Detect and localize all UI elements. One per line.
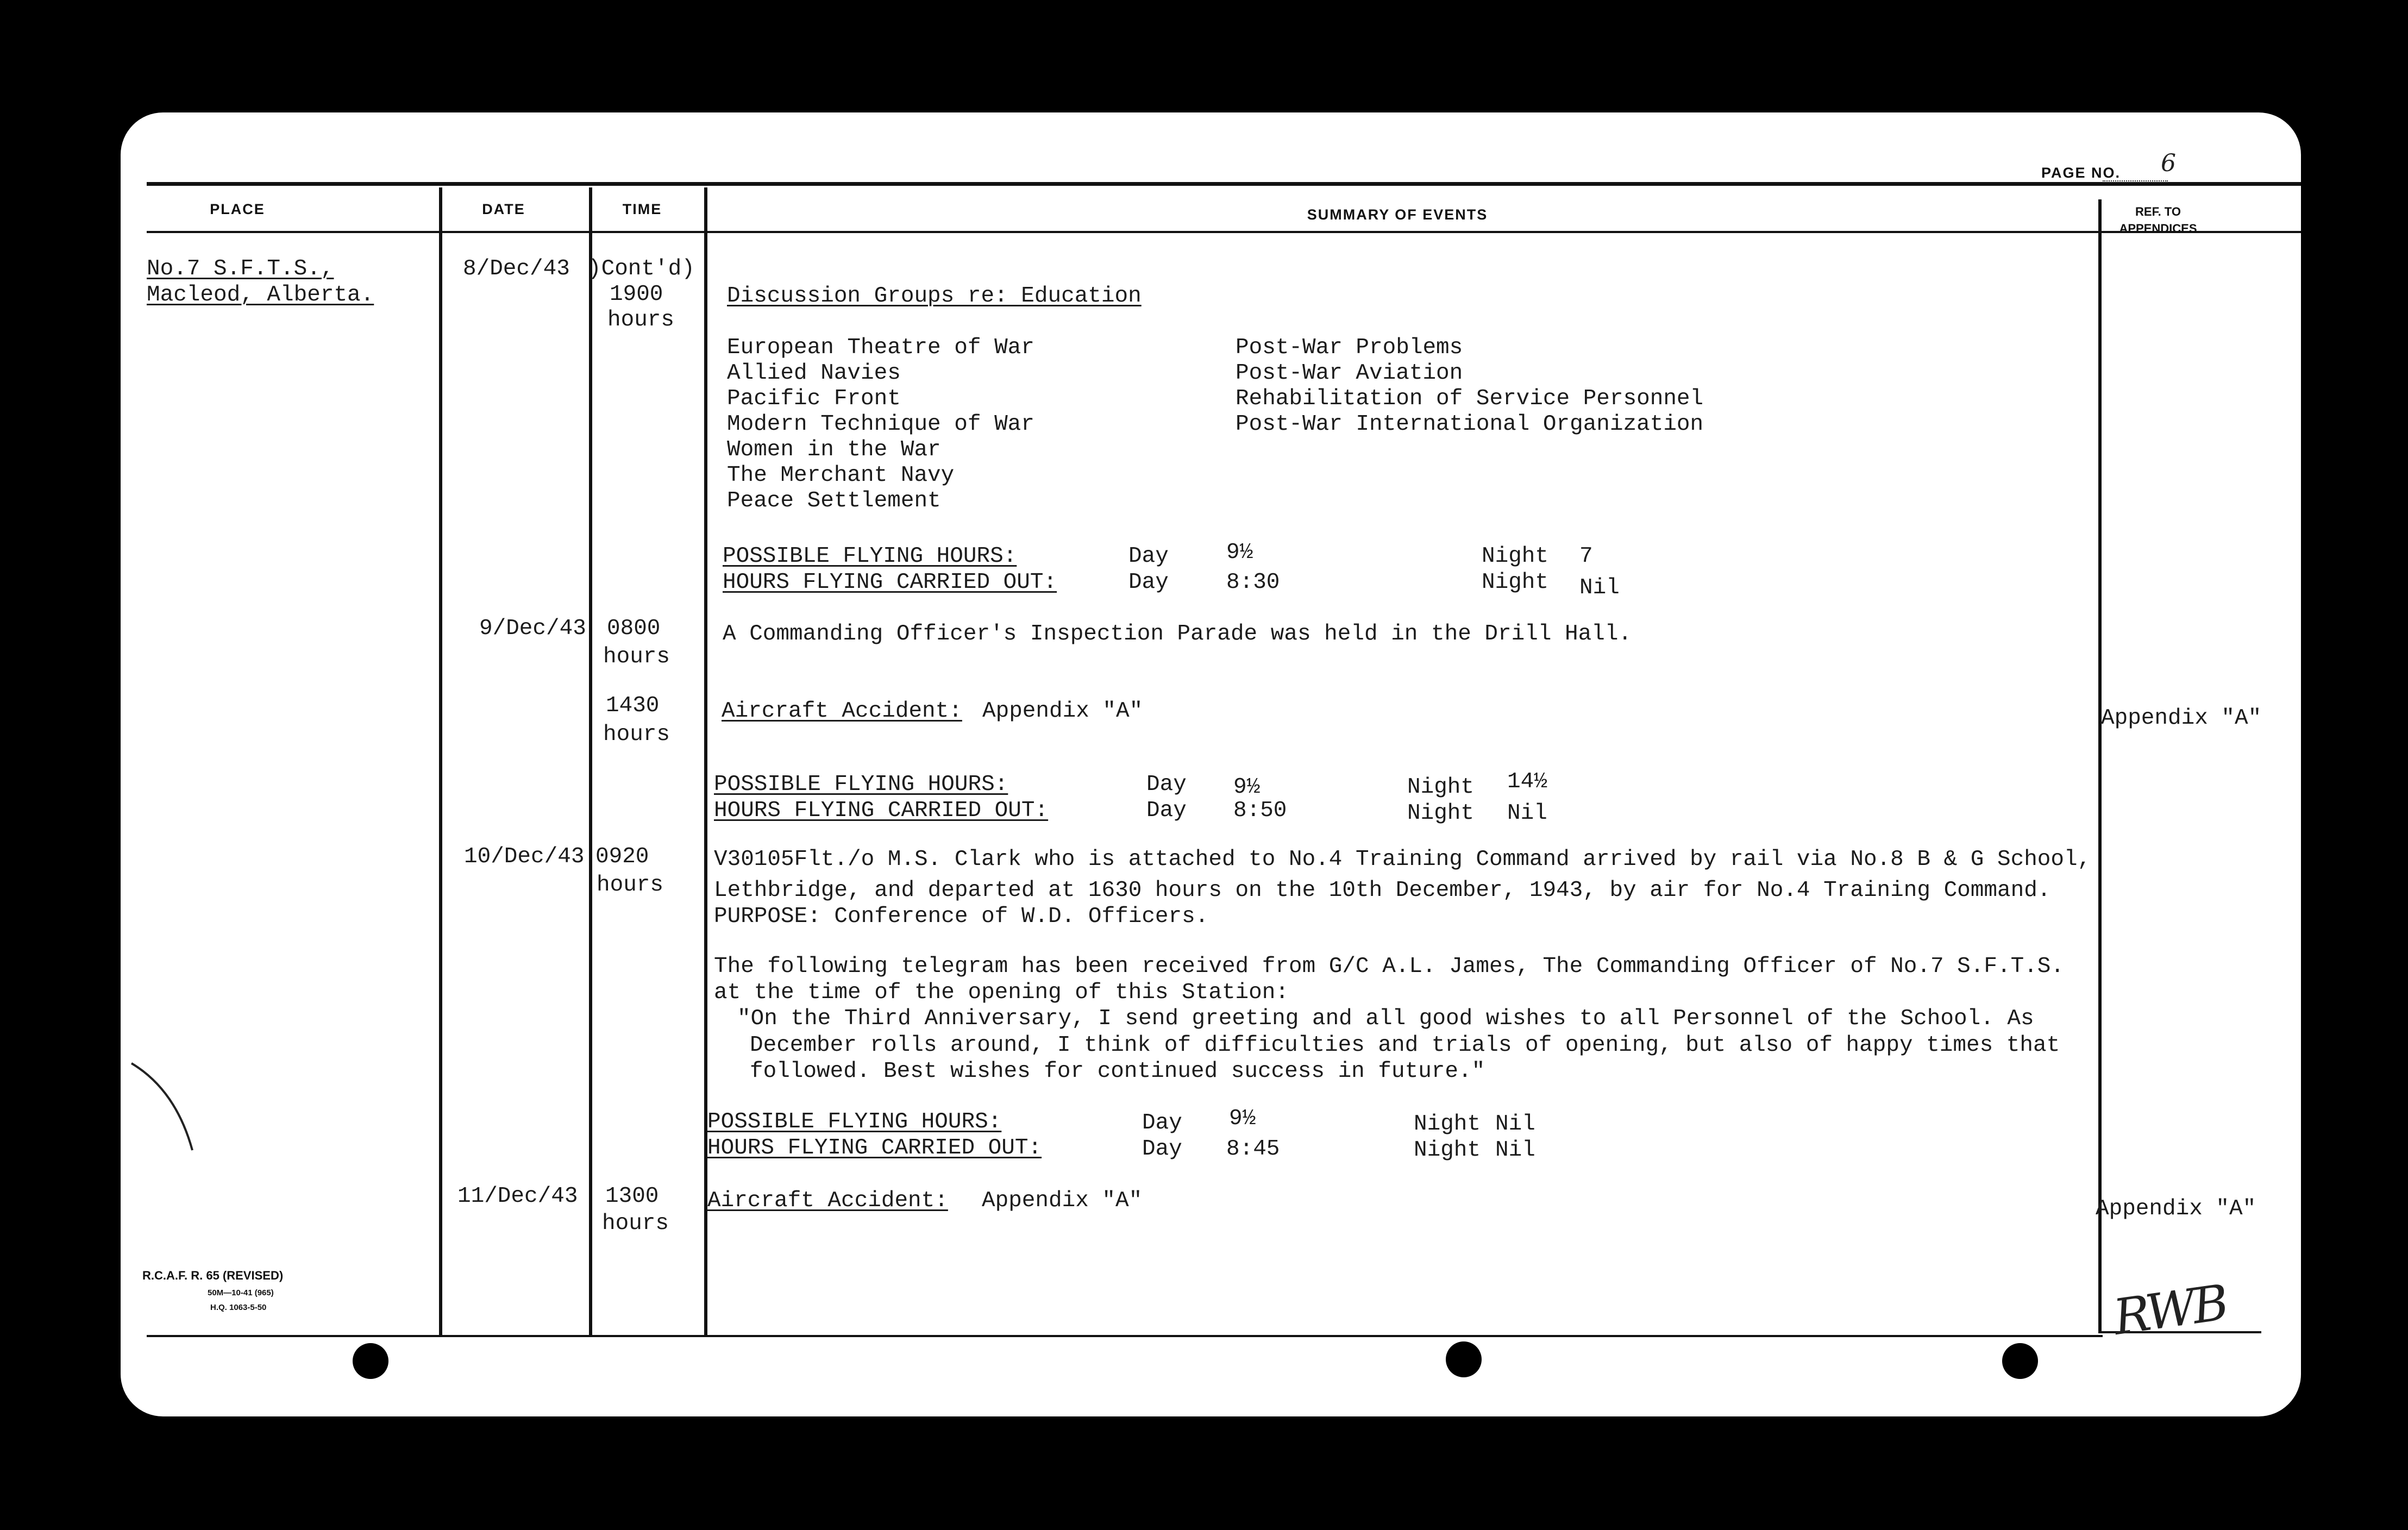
entry4-ref-appendix: Appendix "A" [2096, 1196, 2256, 1221]
entry3-possible-day: 9½ [1229, 1106, 1256, 1131]
entry1-topic-right-4: Post-War International Organization [1236, 412, 1704, 437]
entry3-carried-label: HOURS FLYING CARRIED OUT: [707, 1136, 1042, 1161]
entry3-carried-day-label: Day [1142, 1137, 1182, 1162]
entry3-carried-night: Nil [1495, 1138, 1535, 1163]
entry1-topic-right-3: Rehabilitation of Service Personnel [1236, 386, 1704, 411]
col-header-ref-line2: APPENDICES [2119, 222, 2197, 235]
entry1-time: 1900 [610, 282, 663, 307]
header-bottom-rule [147, 231, 2301, 233]
place-line-1: No.7 S.F.T.S., [147, 256, 334, 281]
entry1-topic-left-3: Pacific Front [727, 386, 901, 411]
entry2-carried-day-label: Day [1146, 798, 1187, 823]
entry3-para1-line2: Lethbridge, and departed at 1630 hours on the 10th December, 1943, by air for No.4 Training Command. [714, 878, 2051, 903]
entry1-topic-left-5: Women in the War [727, 437, 941, 462]
entry2-carried-label: HOURS FLYING CARRIED OUT: [714, 798, 1049, 823]
entry1-carried-night: Nil [1579, 575, 1620, 600]
column-rule-place-date [439, 187, 442, 1335]
page-no-value: 6 [2161, 149, 2176, 177]
entry2-time-2-hours: hours [603, 722, 670, 747]
entry2-time-2: 1430 [606, 693, 660, 718]
entry2-accident-label: Aircraft Accident: [722, 699, 962, 724]
column-rule-summary-ref [2098, 199, 2102, 1332]
entry3-para2-line5: followed. Best wishes for continued success in future." [750, 1059, 1485, 1084]
column-rule-date-time [589, 187, 592, 1335]
entry2-accident-appendix: Appendix "A" [982, 699, 1143, 724]
entry1-possible-day: 9½ [1226, 540, 1253, 565]
footer-rule [147, 1335, 2103, 1337]
entry1-possible-night: 7 [1579, 544, 1593, 569]
col-header-date: DATE [482, 201, 525, 217]
entry2-possible-day-label: Day [1146, 772, 1187, 797]
entry3-possible-label: POSSIBLE FLYING HOURS: [707, 1109, 1002, 1134]
entry4-time-hours: hours [602, 1211, 669, 1236]
col-header-place: PLACE [210, 201, 265, 217]
entry1-time-hours: hours [607, 308, 675, 333]
entry3-carried-day: 8:45 [1226, 1137, 1280, 1162]
column-rule-time-summary [704, 187, 707, 1335]
entry2-carried-night-label: Night [1407, 801, 1475, 826]
entry1-heading: Discussion Groups re: Education [727, 284, 1142, 309]
entry4-accident-label: Aircraft Accident: [707, 1188, 948, 1213]
entry3-carried-night-label: Night [1414, 1138, 1481, 1163]
punch-hole-3 [2002, 1343, 2038, 1379]
entry3-time: 0920 [595, 844, 649, 869]
entry1-topic-left-6: The Merchant Navy [727, 463, 955, 488]
entry2-text: A Commanding Officer's Inspection Parade was held in the Drill Hall. [723, 622, 1632, 647]
page-no-label: PAGE NO. [2041, 165, 2121, 181]
entry3-time-hours: hours [597, 873, 664, 898]
entry2-possible-night-label: Night [1407, 775, 1475, 800]
entry3-para2-line2: at the time of the opening of this Station: [714, 980, 1289, 1005]
entry1-possible-label: POSSIBLE FLYING HOURS: [723, 544, 1017, 569]
entry1-possible-night-label: Night [1482, 544, 1549, 569]
entry4-time: 1300 [605, 1184, 659, 1209]
stray-pen-mark [121, 1058, 208, 1156]
entry1-topic-right-2: Post-War Aviation [1236, 361, 1463, 386]
col-header-time: TIME [622, 201, 662, 217]
place-line-2: Macleod, Alberta. [147, 283, 374, 308]
entry2-carried-day: 8:50 [1233, 798, 1287, 823]
entry1-topic-right-1: Post-War Problems [1236, 335, 1463, 360]
entry2-possible-day: 9½ [1233, 775, 1261, 800]
entry3-possible-day-label: Day [1142, 1111, 1182, 1136]
page-no-dotted-line [2103, 180, 2168, 181]
entry2-time-1-hours: hours [603, 644, 670, 669]
punch-hole-2 [1446, 1341, 1482, 1377]
entry1-time-cont: )Cont'd) [588, 256, 695, 281]
signature-initials: RWB [2110, 1274, 2229, 1346]
entry3-possible-night-label: Night [1414, 1112, 1481, 1137]
entry1-carried-night-label: Night [1482, 570, 1549, 595]
entry3-para2-line3: "On the Third Anniversary, I send greeting and all good wishes to all Personnel of the School. As [737, 1006, 2034, 1031]
entry3-para1-line1: V30105Flt./o M.S. Clark who is attached to No.4 Training Command arrived by rail via No.8 B & G School, [714, 847, 2091, 872]
entry3-para2-line1: The following telegram has been received from G/C A.L. James, The Commanding Officer of No.7 S.F.T.S. [714, 954, 2065, 979]
entry3-date: 10/Dec/43 [464, 844, 585, 869]
form-name: R.C.A.F. R. 65 (REVISED) [142, 1269, 284, 1282]
entry2-possible-label: POSSIBLE FLYING HOURS: [714, 772, 1008, 797]
entry2-carried-night: Nil [1507, 801, 1547, 826]
col-header-ref-line1: REF. TO [2135, 205, 2181, 218]
entry3-para1-line3: PURPOSE: Conference of W.D. Officers. [714, 904, 1209, 929]
entry2-possible-night: 14½ [1507, 769, 1547, 794]
header-top-rule [147, 182, 2301, 186]
entry1-topic-left-1: European Theatre of War [727, 335, 1034, 360]
entry1-topic-left-2: Allied Navies [727, 361, 901, 386]
entry1-carried-day: 8:30 [1226, 570, 1280, 595]
entry1-topic-left-7: Peace Settlement [727, 488, 941, 513]
entry1-carried-label: HOURS FLYING CARRIED OUT: [723, 570, 1057, 595]
diary-sheet [121, 112, 2301, 1416]
entry1-carried-day-label: Day [1128, 570, 1169, 595]
col-header-summary: SUMMARY OF EVENTS [1307, 206, 1488, 223]
entry4-accident-appendix: Appendix "A" [982, 1188, 1143, 1213]
entry1-possible-day-label: Day [1128, 544, 1169, 569]
entry2-time-1: 0800 [607, 616, 661, 641]
form-print-line-2: 50M—10-41 (965) [208, 1288, 274, 1297]
entry2-date: 9/Dec/43 [479, 616, 586, 641]
entry3-para2-line4: December rolls around, I think of difficulties and trials of opening, but also of happy times that [750, 1033, 2060, 1058]
entry3-possible-night: Nil [1495, 1112, 1535, 1137]
form-print-line-3: H.Q. 1063-5-50 [210, 1303, 267, 1312]
entry1-topic-left-4: Modern Technique of War [727, 412, 1034, 437]
entry4-date: 11/Dec/43 [457, 1184, 578, 1209]
entry2-ref-appendix: Appendix "A" [2101, 706, 2262, 731]
punch-hole-1 [353, 1343, 388, 1379]
entry1-date: 8/Dec/43 [463, 256, 570, 281]
